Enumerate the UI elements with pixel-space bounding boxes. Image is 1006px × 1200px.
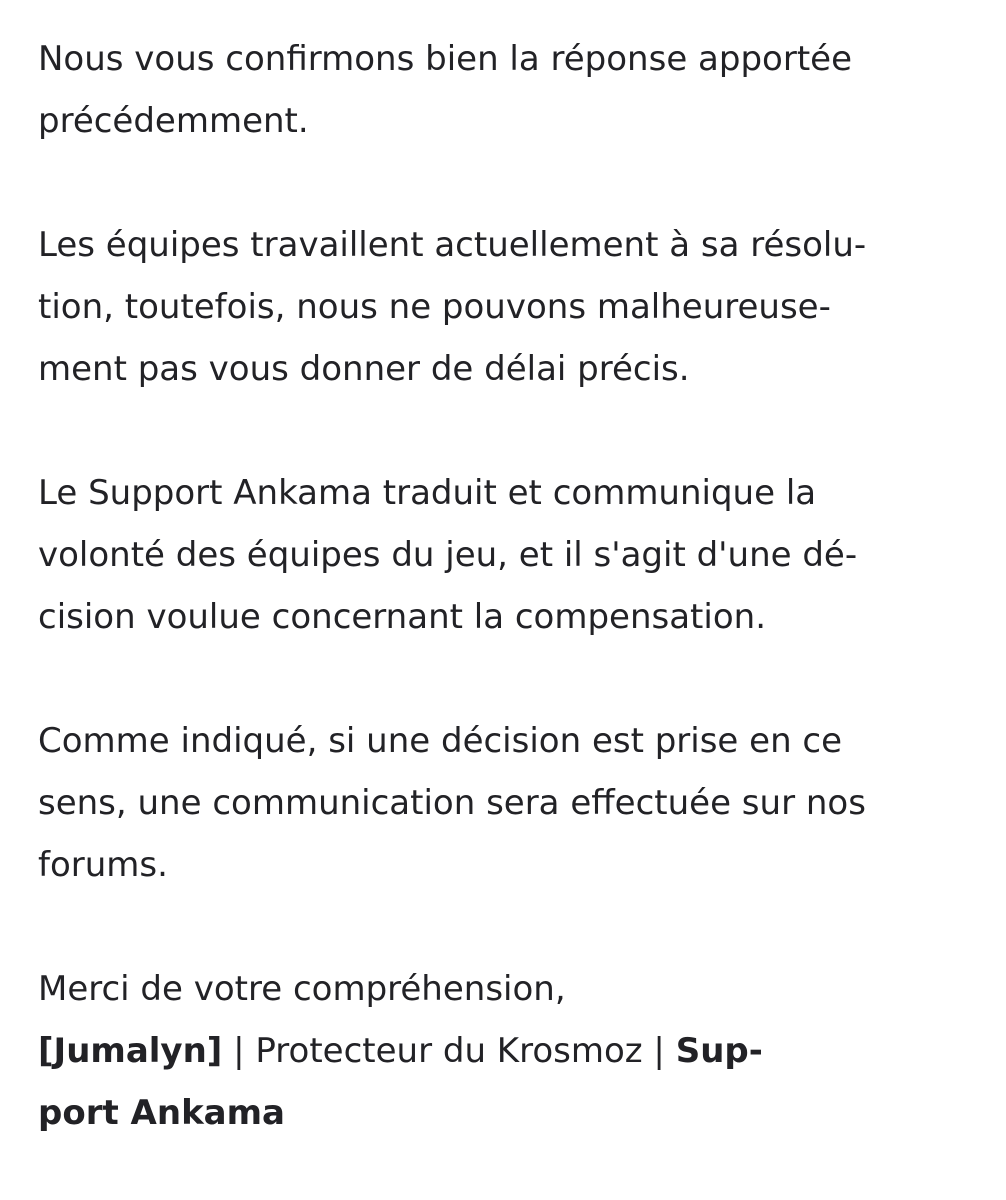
message-line: Les équipes travaillent actuellement à sa résolu- — [38, 225, 867, 265]
message-line: sens, une communication sera effectuée sur nos — [38, 783, 866, 823]
support-message — [38, 28, 978, 1144]
signature-line — [38, 1020, 978, 1082]
message-paragraph-3 — [38, 462, 978, 648]
team-name-part-2: port Ankama — [38, 1093, 285, 1133]
message-paragraph-1 — [38, 28, 978, 152]
signature-separator: | — [642, 1031, 676, 1071]
message-line: cision voulue concernant la compensation. — [38, 597, 766, 637]
agent-role: Protecteur du Krosmoz — [255, 1031, 643, 1071]
team-name-part-1: Sup- — [675, 1031, 763, 1071]
signature-block — [38, 958, 978, 1144]
agent-name: [Jumalyn] — [38, 1031, 223, 1071]
message-line: ment pas vous donner de délai précis. — [38, 349, 690, 389]
message-line: volonté des équipes du jeu, et il s'agit d'une dé- — [38, 535, 858, 575]
signature-separator: | — [222, 1031, 256, 1071]
message-line: forums. — [38, 845, 168, 885]
message-line: précédemment. — [38, 101, 309, 141]
message-line: tion, toutefois, nous ne pouvons malheureuse- — [38, 287, 831, 327]
message-line: Comme indiqué, si une décision est prise en ce — [38, 721, 843, 761]
message-paragraph-2 — [38, 214, 978, 400]
message-paragraph-4 — [38, 710, 978, 896]
message-line: Nous vous confirmons bien la réponse apportée — [38, 39, 852, 79]
closing-line: Merci de votre compréhension, — [38, 969, 566, 1009]
message-line: Le Support Ankama traduit et communique la — [38, 473, 817, 513]
